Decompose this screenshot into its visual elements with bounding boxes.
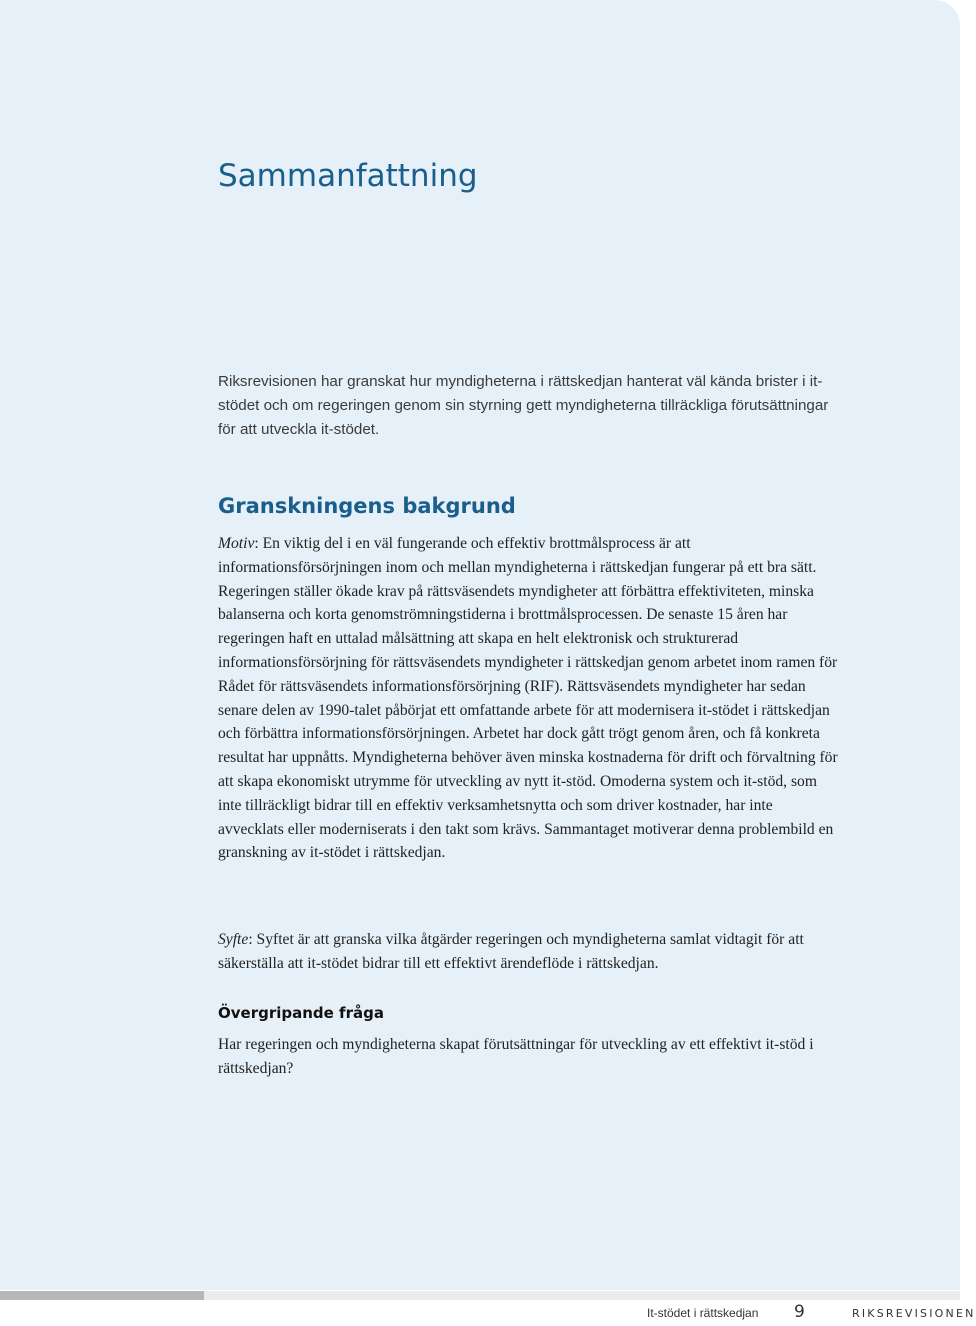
page-footer: [0, 1298, 976, 1326]
page-title: Sammanfattning: [218, 158, 478, 194]
syfte-paragraph: [218, 928, 838, 976]
syfte-label: Syfte: [218, 931, 249, 948]
footer-brand: RIKSREVISIONEN: [852, 1307, 976, 1320]
footer-page-number: 9: [794, 1302, 805, 1322]
motiv-label: Motiv: [218, 535, 255, 552]
footer-document-title: It-stödet i rättskedjan: [647, 1306, 759, 1320]
motiv-text: : En viktig del i en väl fungerande och effektiv brottmålsprocess är att informationsförsörjningen inom och mellan myndigheterna i rättskedjan fungerar på ett bra sätt. Regeringen ställer ökade krav på rättsväsendets myndigheter att förbättra effektiviteten, minska balanserna och korta genomströmningstiderna i brottmålsprocessen. De senaste 15 åren har regeringen haft en uttalad målsättning att skapa en helt elektronisk och strukturerad informationsförsörjning för rättsväsendets myndigheter i rättskedjan genom arbetet inom ramen för Rådet för rättsväsendets informationsförsörjning (RIF). Rättsväsendets myndigheter har sedan senare delen av 1990-talet påbörjat ett omfattande arbete för att modernisera it-stödet i rättskedjan och förbättra informationsförsörjningen. Arbetet har dock gått trögt genom åren, och få konkreta resultat har uppnåtts. Myndigheterna behöver även minska kostnaderna för drift och förvaltning för att skapa ekonomiskt utrymme för utveckling av nytt it-stöd. Omoderna system och it-stöd, som inte tillräckligt bidrar till en effektiv verksamhetsnytta och som driver kostnader, har inte avvecklats eller moderniserats i den takt som krävs. Sammantaget motiverar denna problembild en granskning av it-stödet i rättskedjan.: [218, 535, 838, 862]
subsection-heading-question: Övergripande fråga: [218, 1004, 384, 1022]
question-paragraph: Har regeringen och myndigheterna skapat förutsättningar för utveckling av ett effektivt it-stöd i rättskedjan?: [218, 1036, 814, 1077]
section-heading-background: Granskningens bakgrund: [218, 494, 516, 518]
motiv-paragraph: [218, 532, 838, 865]
intro-paragraph: Riksrevisionen har granskat hur myndigheterna i rättskedjan hanterat väl kända brister i it-stödet och om regeringen genom sin styrning gett myndigheterna tillräckliga förutsättningar för att utveckla it-stödet.: [218, 373, 829, 438]
syfte-text: : Syftet är att granska vilka åtgärder regeringen och myndigheterna samlat vidtagit för att säkerställa att it-stödet bidrar till ett effektivt ärendeflöde i rättskedjan.: [218, 931, 804, 972]
